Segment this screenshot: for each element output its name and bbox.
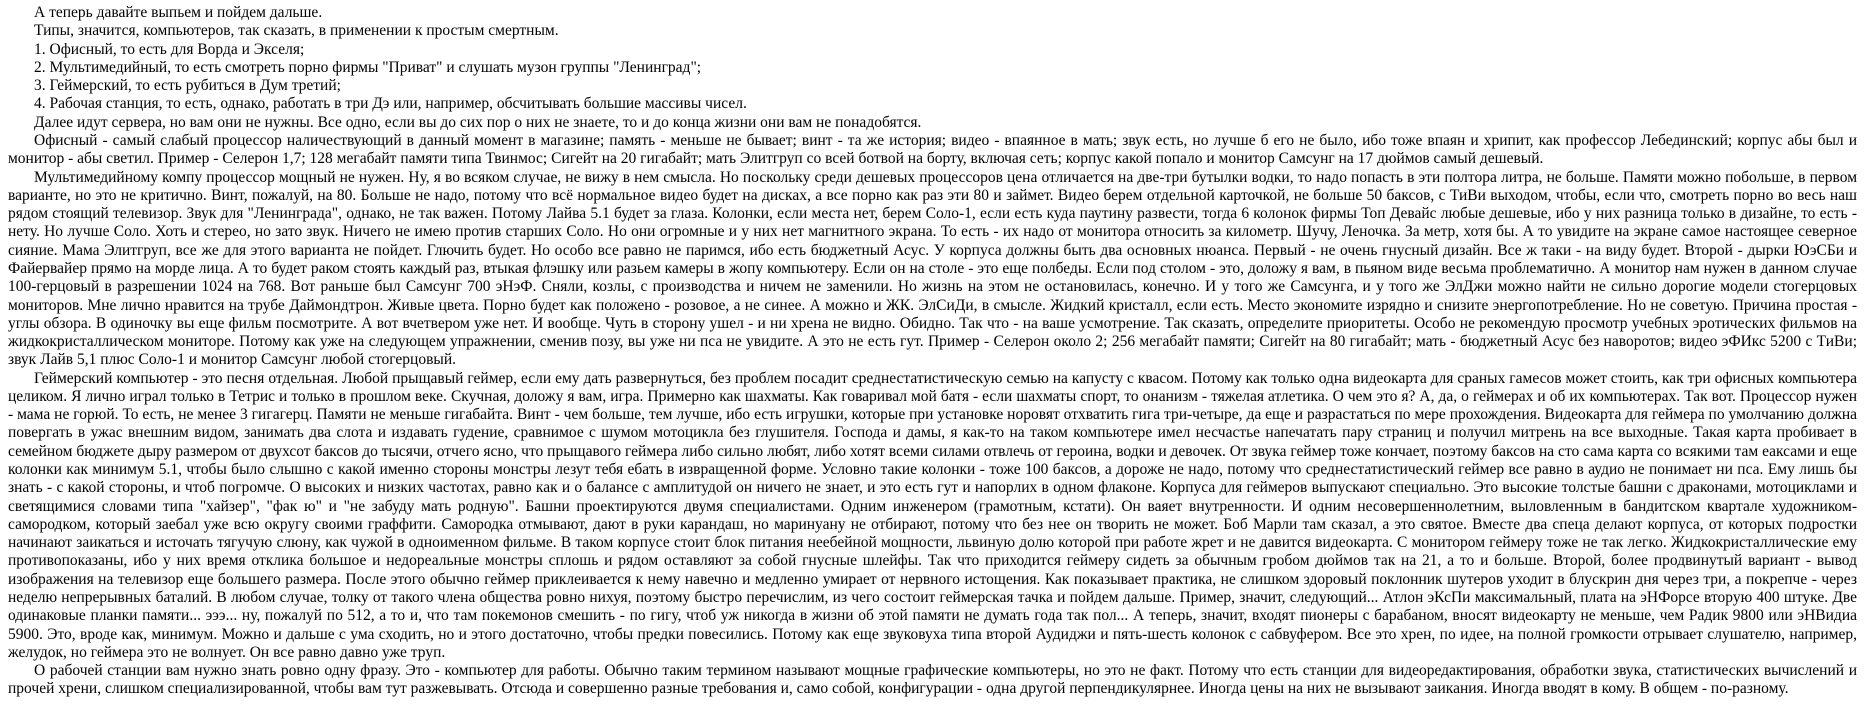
paragraph: А теперь давайте выпьем и пойдем дальше. bbox=[34, 4, 323, 21]
list-item: 1. Офисный, то есть для Ворда и Экселя; bbox=[34, 40, 305, 58]
list-item: 4. Рабочая станция, то есть, однако, работать в три Дэ или, например, обсчитывать большие массивы чисел. bbox=[34, 95, 747, 113]
paragraph: Далее идут сервера, но вам они не нужны. Все одно, если вы до сих пор о них не знаете, то и до конца жизни они вам не понадобятся. bbox=[34, 113, 922, 131]
list-item: 2. Мультимедийный, то есть смотреть порно фирмы "Приват" и слушать музон группы "Ленинград"; bbox=[34, 58, 702, 76]
paragraph: Мультимедийному компу процессор мощный не нужен. Ну, я во всяком случае, не вижу в нем смысла. Но поскольку среди дешевых процессоров цена отличается на две-три бутылки водки, то надо попасть в эти полтора литра, не больше. Памяти можно побольше, в первом варианте, но это не критично. Винт, пожалуй, на 80. Больше не надо, потому что всё нормальное видео будет на дисках, а все порно как раз эти 80 и займет. Видео берем отдельной карточкой, не больше 50 баксов, с ТиВи выходом, чтобы, если что, смотреть порно во весь наш рядом стоящий телевизор. Звук для "Ленинграда", однако, не так важен. Потому Лайва 5.1 будет за глаза. Колонки, если места нет, берем Соло-1, если есть куда паутину развести, тогда 6 колонок фирмы Топ Девайс любые дешевые, ибо у них разница только в дизайне, то есть - нету. Но лучше Соло. Хоть и стерео, но зато звук. Ничего не имею против старших Соло. Но они огромные и у них нет магнитного экрана. То есть - их надо от монитора относить за километр. Шучу, Леночка. За метр, хотя бы. А то увидите на экране самое настоящее северное сияние. Мама Элитгруп, все же для этого варианта не пойдет. Глючить будет. Но особо все равно не паримся, ибо есть бюджетный Асус. У корпуса должны быть два основных нюанса. Первый - не очень гнусный дизайн. Все ж таки - на виду будет. Второй - дырки ЮэСБи и Файервайер прямо на морде лица. А то будет раком стоять каждый раз, втыкая флэшку или разьем камеры в жопу компьютеру. Если он на столе - это еще полбеды. Если под столом - это, доложу я вам, в пьяном виде весьма проблематично. А монитор нам нужен в данном случае 100-герцовый в разрешении 1024 на 768. Вот раньше был Самсунг 700 эНэФ. Сняли, козлы, с производства и ничем не заменили. Но жизнь на этом не остановилась, конечно. И у того же Самсунга, и у того же ЭлДжи можно найти не сильно дорогие модели стогерцовых мониторов. Мне лично нравится на трубе Даймондтрон. Живые цвета. Порно будет как положено - розовое, а не синее. А можно и ЖК. ЭлСиДи, в смысле. Жидкий кристалл, если есть. Место экономите изрядно и снизите энергопотребление. Но не советую. Причина простая - углы обзора. В одиночку вы еще фильм посмотрите. А вот вчетвером уже нет. И вообще. Чуть в сторону ушел - и ни хрена не видно. Обидно. Так что - на ваше усмотрение. Так сказать, определите приоритеты. Особо не рекомендую просмотр учебных эротических фильмов на жидкокристаллическом мониторе. Потому как уже на следующем упражнении, сменив позу, вы уже ни пса не увидите. А это не есть гут. Пример - Селерон около 2; 256 мегабайт памяти; Сигейт на 80 гигабайт; мать - бюджетный Асус без наворотов; видео эФИкс 5200 с ТиВи; звук Лайв 5,1 плюс Соло-1 и монитор Самсунг любой стогерцовый. bbox=[8, 168, 1857, 369]
paragraph: О рабочей станции вам нужно знать ровно одну фразу. Это - компьютер для работы. Обычно таким термином называют мощные графические компьютеры, но это не факт. Потому что есть станции для видеоредактирования, обработки звука, статистических вычислений и прочей хрени, слишком специализированной, чтобы вам тут разжевывать. Отсюда и совершенно разные требования и, само собой, конфигурации - одна другой перпендикулярнее. Иногда цены на них не вызывают заикания. Иногда вводят в кому. В общем - по-разному. bbox=[8, 662, 1857, 698]
list-item: 3. Геймерский, то есть рубиться в Дум третий; bbox=[34, 77, 341, 95]
paragraph: Офисный - самый слабый процессор наличествующий в данный момент в магазине; память - меньше не бывает; винт - та же история; видео - впаянное в мать; звук есть, но лучше б его не было, ибо тоже впаян и хрипит, как профессор Лебединский; корпус абы был и монитор - абы светил. Пример - Селерон 1,7; 128 мегабайт памяти типа Твинмос; Сигейт на 20 гигабайт; мать Элитгруп со всей ботвой на борту, включая сеть; корпус какой попало и монитор Самсунг на 17 дюймов самый дешевый. bbox=[8, 131, 1857, 168]
paragraph: Типы, значится, компьютеров, так сказать, в применении к простым смертным. bbox=[34, 22, 559, 40]
paragraph: Геймерский компьютер - это песня отдельная. Любой прыщавый геймер, если ему дать развернуться, без проблем посадит среднестатистическую семью на капусту с квасом. Потому как только одна видеокарта для сраных гамесов может стоить, как три офисных компьютера целиком. Я лично играл только в Тетрис и только в прошлом веке. Скучная, доложу я вам, игра. Примерно как шахматы. Как говаривал мой батя - если шахматы спорт, то онанизм - тяжелая атлетика. О чем это я? А, да, о геймерах и об их компьютерах. Так вот. Процессор нужен - мама не горюй. То есть, не менее 3 гигагерц. Памяти не меньше гигабайта. Винт - чем больше, тем лучше, ибо есть игрушки, которые при установке норовят отхватить гига три-четыре, да еще и разрастаться по мере прохождения. Видеокарта для геймера по умолчанию должна повергать в ужас внешним видом, занимать два слота и издавать гудение, сравнимое с шумом мотоцикла без глушителя. Господа и дамы, я как-то на таком компьютере имел несчастье напечатать пару страниц и получил митрень на все выходные. Такая карта пробивает в семейном бюджете дыру размером от двухсот баксов до тысячи, отчего ясно, что прыщавого геймера либо сильно любят, либо хотят всеми силами отвлечь от героина, водки и девочек. От звука геймер тоже кончает, поэтому баксов на сто сама карта со всякими там еаксами и еще колонки как минимум 5.1, чтобы было слышно с какой именно стороны монстры лезут тебя ебать в извращенной форме. Условно такие колонки - тоже 100 баксов, а дороже не надо, потому что среднестатистический геймер все равно в аудио не понимает ни пса. Ему лишь бы знать - с какой стороны, и чтоб погромче. О высоких и низких частотах, равно как и о балансе с амплитудой он ничего не знает, и это есть гут и напорлих в одном флаконе. Корпуса для геймеров выпускают специально. Это высокие толстые башни с драконами, мотоциклами и светящимися словами типа "хайзер", "фак ю" и "не забуду мать родную". Башни проектируются двумя специалистами. Одним инженером (грамотным, кстати). Он ваяет внутренности. И одним несовершеннолетним, выловленным в бандитском квартале художником-самородком, который заебал уже всю округу своими граффити. Самородка отмывают, дают в руки карандаш, но маринуану не отбирают, потому что без нее он творить не может. Боб Марли там сказал, а это святое. Вместе два спеца делают корпуса, от которых подростки начинают заикаться и источать тягучую слюну, как чужой в одноименном фильме. В таком корпусе стоит блок питания неебейной мощности, львиную долю которой при работе жрет и не давится видеокарта. С монитором геймеру тоже не так легко. Жидкокристаллические ему противопоказаны, ибо у них время отклика большое и недореальные монстры сплошь и рядом оставляют за собой гнусные шлейфы. Так что приходится геймеру сидеть за обычным гробом дюймов так на 21, а то и больше. Второй, более продвинутый вариант - вывод изображения на телевизор еще большего размера. После этого обычно геймер приклеивается к нему навечно и медленно умирает от нервного истощения. Как показывает практика, не слишком здоровый поклонник шутеров уходит в блускрин дня через три, а покрепче - через неделю непрерывных баталий. В любом случае, толку от такого члена общества ровно нихуя, поэтому быстро перечислим, из чего состоит геймерская тачка и пойдем дальше. Пример, значит, следующий... Атлон эКсПи максимальный, плата на эНФорсе вторую 400 штуке. Две одинаковые планки памяти... эээ... ну, пожалуй по 512, а то и, что там покемонов смешить - по гигу, чтоб уж никогда в жизни об этой памяти не думать года так пол... А теперь, значит, входят пионеры с барабаном, вносят видеокарту не меньше, чем Радик 9800 или эНВидиа 5900. Это, вроде как, минимум. Можно и дальше с ума сходить, но и этого достаточно, чтобы предки повесились. Потому как еще звуковуха типа второй Аудиджи и пять-шесть колонок с сабвуфером. Все это хрен, по идее, на полной громкости отрывает слушателю, например, желудок, но геймера это не волнует. Он все равно давно уже труп. bbox=[8, 369, 1857, 661]
